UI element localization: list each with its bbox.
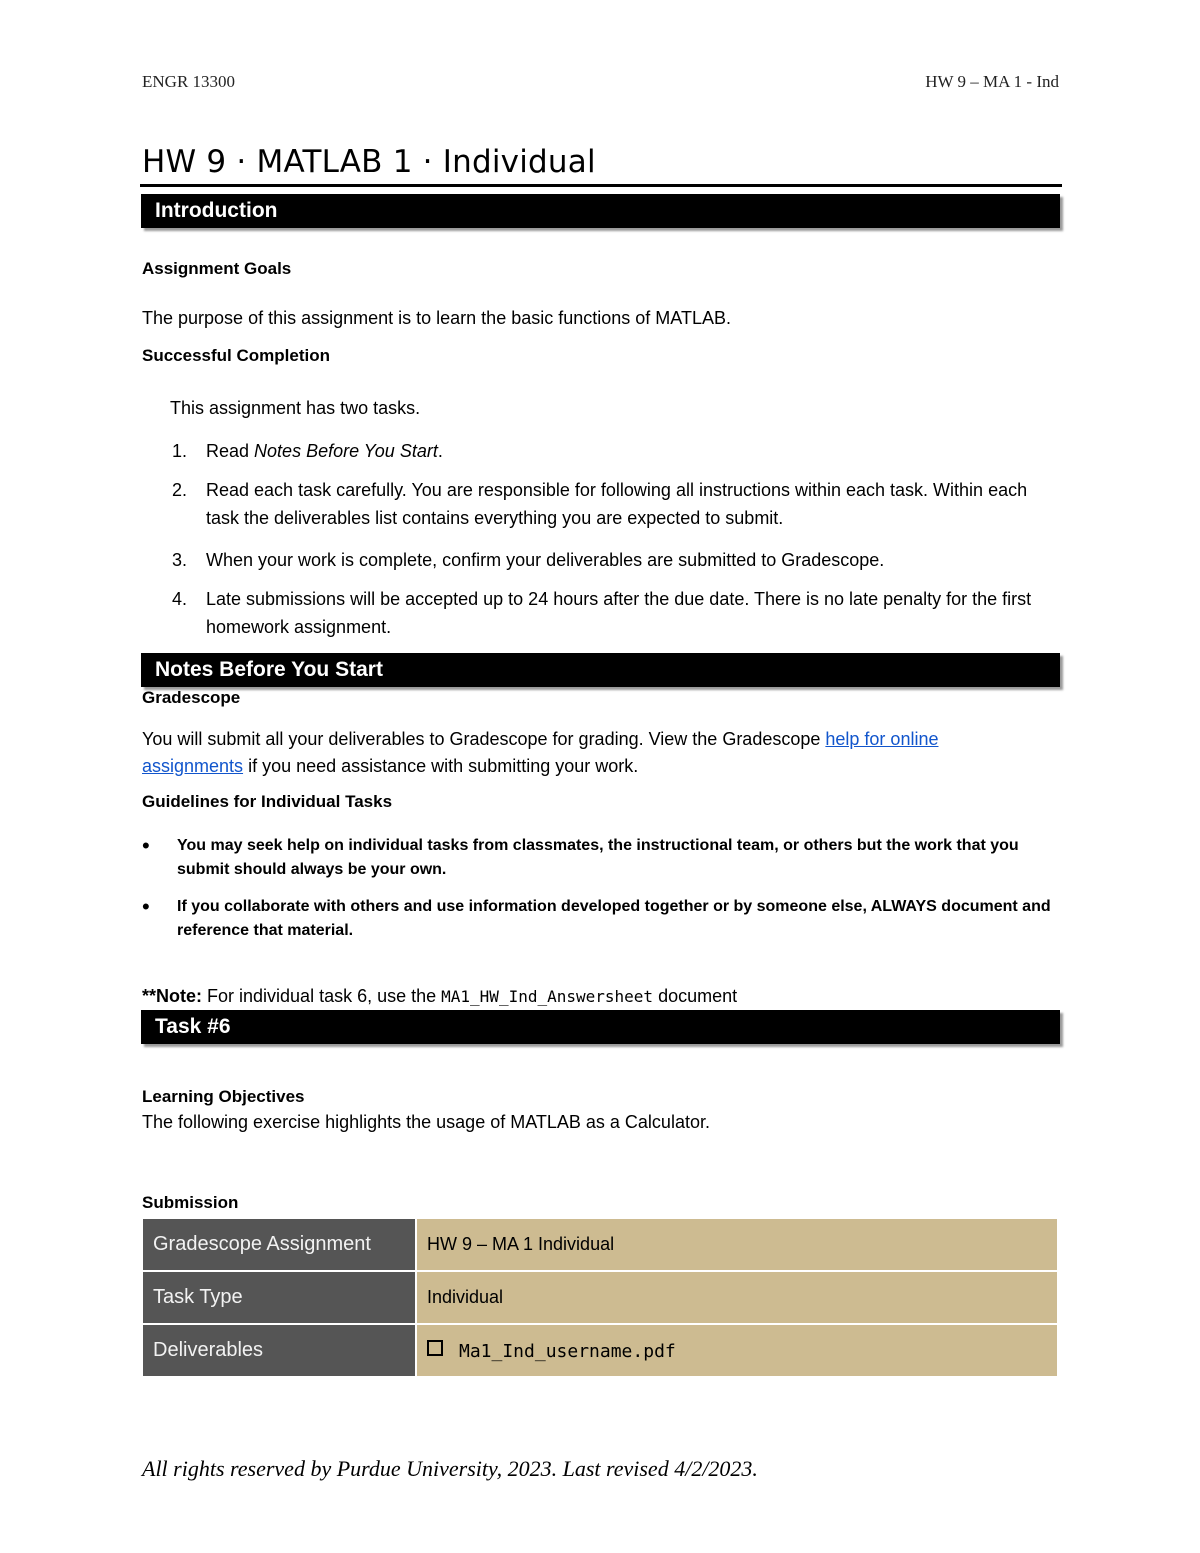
objectives-text: The following exercise highlights the usage of MATLAB as a Calculator. — [142, 1112, 710, 1132]
section-band-introduction — [141, 194, 1060, 228]
section-title-notes: Notes Before You Start — [155, 658, 383, 681]
deliverable-cell — [416, 1324, 1058, 1377]
guideline-item: If you collaborate with others and use information developed together or by someone else, ALWAYS document and reference that material. — [177, 898, 1051, 939]
completion-heading: Successful Completion — [142, 346, 330, 365]
section-title-introduction: Introduction — [155, 199, 278, 222]
submission-table — [141, 1217, 1059, 1378]
step-text: Late submissions will be accepted up to 24 hours after the due date. There is no late penalty for the first homework assignment. — [206, 589, 1032, 637]
step-number: 3. — [172, 550, 188, 570]
bullet-icon: • — [142, 894, 150, 919]
table-key: Gradescope Assignment — [142, 1218, 416, 1271]
completion-lead: This assignment has two tasks. — [170, 398, 421, 418]
objectives-heading: Learning Objectives — [142, 1087, 305, 1106]
goals-heading: Assignment Goals — [142, 259, 292, 278]
step-number: 4. — [172, 589, 188, 609]
table-key: Task Type — [142, 1271, 416, 1324]
table-value: HW 9 – MA 1 Individual — [416, 1218, 1058, 1271]
deliverable-filename: Ma1_Ind_username.pdf — [459, 1340, 676, 1362]
section-title-task: Task #6 — [155, 1015, 231, 1038]
step-text: Read Notes Before You Start. — [206, 441, 443, 461]
checkbox-icon — [427, 1340, 443, 1356]
section-band-notes — [141, 653, 1060, 687]
document-code: HW 9 – MA 1 - Ind — [925, 72, 1059, 91]
gradescope-text: You will submit all your deliverables to Gradescope for grading. View the Gradescope help for online assignments if you need assistance with submitting your work. — [142, 729, 939, 776]
section-band-task — [141, 1010, 1060, 1044]
answersheet-filename: MA1_HW_Ind_Answersheet — [441, 987, 654, 1006]
guideline-item: You may seek help on individual tasks from classmates, the instructional team, or others but the work that you submit should always be your own. — [177, 837, 1019, 878]
course-code: ENGR 13300 — [142, 72, 236, 91]
submission-heading: Submission — [142, 1193, 239, 1212]
table-key: Deliverables — [142, 1324, 416, 1377]
step-text: When your work is complete, confirm your deliverables are submitted to Gradescope. — [206, 550, 885, 570]
step-text: Read each task carefully. You are responsible for following all instructions within each task. Within each task the deliverables list contains everything you are expected to submit. — [206, 480, 1028, 528]
step-number: 1. — [172, 441, 188, 461]
copyright-footer: All rights reserved by Purdue University, 2023. Last revised 4/2/2023. — [142, 1456, 758, 1481]
task-note: **Note: For individual task 6, use the MA1_HW_Ind_Answersheet document — [142, 986, 738, 1006]
table-row — [142, 1218, 1058, 1271]
page-title: HW 9 · MATLAB 1 · Individual — [142, 144, 596, 180]
table-row — [142, 1271, 1058, 1324]
gradescope-heading: Gradescope — [142, 688, 241, 707]
title-rule — [140, 184, 1062, 187]
step-number: 2. — [172, 480, 188, 500]
table-value: Individual — [416, 1271, 1058, 1324]
goals-text: The purpose of this assignment is to learn the basic functions of MATLAB. — [142, 308, 731, 328]
table-row — [142, 1324, 1058, 1377]
bullet-icon: • — [142, 833, 150, 858]
notes-reference: Notes Before You Start — [254, 441, 438, 461]
gradescope-help-link[interactable]: help for online assignments — [142, 729, 939, 776]
guidelines-heading: Guidelines for Individual Tasks — [142, 792, 393, 811]
